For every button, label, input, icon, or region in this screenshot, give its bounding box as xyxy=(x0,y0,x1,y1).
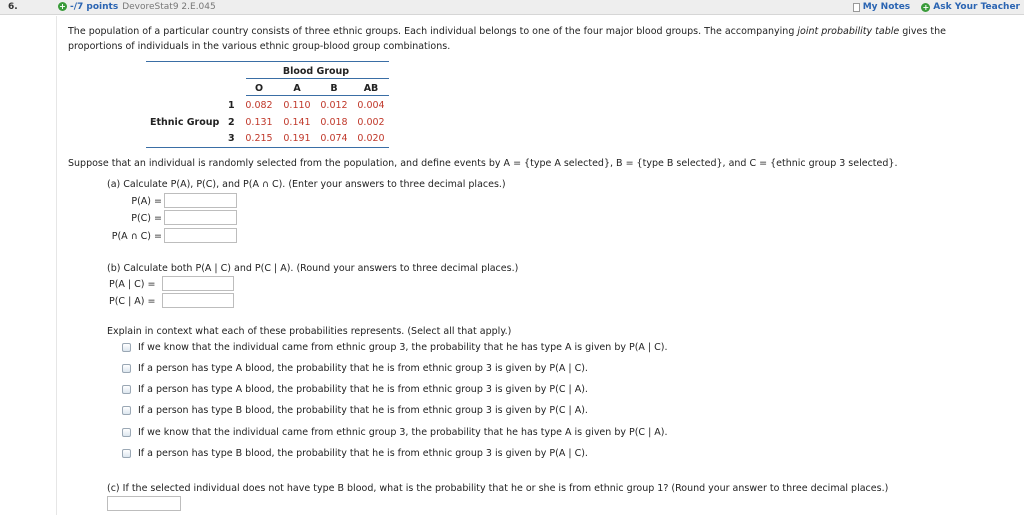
option-label[interactable]: If a person has type B blood, the probability that he is from ethnic group 3 is given by P(C | A). xyxy=(138,405,588,416)
column-header-rule xyxy=(246,95,389,96)
table-cell: 0.004 xyxy=(357,100,385,111)
intro-part1: The population of a particular country consists of three ethnic groups. Each individual belongs to one of the four major blood groups. The accompanying xyxy=(68,26,798,37)
column-header: B xyxy=(330,83,338,94)
pa-given-c-input[interactable] xyxy=(162,276,234,291)
row-label: 2 xyxy=(228,117,235,128)
expand-plus-icon[interactable]: + xyxy=(59,2,66,11)
table-cell: 0.110 xyxy=(283,100,311,111)
pc-given-a-input[interactable] xyxy=(162,293,234,308)
pc-input[interactable] xyxy=(164,210,237,225)
ask-teacher-link[interactable]: Ask Your Teacher xyxy=(933,2,1020,12)
pa-and-c-label: P(A ∩ C) = xyxy=(111,231,162,242)
left-divider xyxy=(56,16,57,515)
events-definition: Suppose that an individual is randomly selected from the population, and define events by A = {type A selected}, B = {type B selected}, and C = {ethnic group 3 selected}. xyxy=(68,158,898,169)
intro-text xyxy=(68,24,988,54)
option-label[interactable]: If we know that the individual came from ethnic group 3, the probability that he has type A is given by P(C | A). xyxy=(138,427,668,438)
table-cell: 0.191 xyxy=(283,133,311,144)
table-cell: 0.012 xyxy=(320,100,348,111)
pa-given-c-label: P(A | C) = xyxy=(109,279,156,290)
column-group-rule xyxy=(246,78,389,79)
part-c-input[interactable] xyxy=(107,496,181,511)
option-label[interactable]: If a person has type A blood, the probability that he is from ethnic group 3 is given by P(C | A). xyxy=(138,384,588,395)
table-bottom-rule xyxy=(146,147,389,148)
option-checkbox[interactable] xyxy=(122,428,131,437)
option-checkbox[interactable] xyxy=(122,343,131,352)
option-checkbox[interactable] xyxy=(122,406,131,415)
ask-teacher-plus-icon[interactable]: + xyxy=(922,2,930,12)
table-cell: 0.131 xyxy=(245,117,273,128)
intro-emphasis: joint probability table xyxy=(797,26,900,37)
column-group-header: Blood Group xyxy=(282,66,350,77)
pc-label: P(C) = xyxy=(131,213,162,224)
question-number: 6. xyxy=(8,2,18,12)
my-notes-link[interactable]: My Notes xyxy=(862,2,911,12)
column-header: AB xyxy=(363,83,379,94)
column-header: A xyxy=(293,83,301,94)
table-cell: 0.082 xyxy=(245,100,273,111)
pa-and-c-input[interactable] xyxy=(164,228,237,243)
pa-input[interactable] xyxy=(164,193,237,208)
pa-label: P(A) = xyxy=(131,196,162,207)
column-header: O xyxy=(254,83,264,94)
option-label[interactable]: If we know that the individual came from ethnic group 3, the probability that he has type A is given by P(A | C). xyxy=(138,342,668,353)
part-a-prompt: (a) Calculate P(A), P(C), and P(A ∩ C). (Enter your answers to three decimal places.) xyxy=(107,179,506,190)
row-group-header: Ethnic Group xyxy=(150,117,220,128)
option-label[interactable]: If a person has type A blood, the probability that he is from ethnic group 3 is given by P(A | C). xyxy=(138,363,588,374)
intro-part2: gives the proportions of individuals in the various ethnic group-blood group combinations. xyxy=(68,26,946,52)
option-checkbox[interactable] xyxy=(122,449,131,458)
table-cell: 0.002 xyxy=(357,117,385,128)
table-cell: 0.215 xyxy=(245,133,273,144)
table-top-rule xyxy=(146,61,389,62)
points-label: -/7 points xyxy=(70,2,119,12)
pc-given-a-label: P(C | A) = xyxy=(109,296,156,307)
table-cell: 0.020 xyxy=(357,133,385,144)
part-c-prompt: (c) If the selected individual does not have type B blood, what is the probability that he or she is from ethnic group 1? (Round your answer to three decimal places.) xyxy=(107,483,889,494)
problem-source: DevoreStat9 2.E.045 xyxy=(122,2,216,12)
table-cell: 0.141 xyxy=(283,117,311,128)
row-label: 1 xyxy=(228,100,235,111)
part-b-prompt: (b) Calculate both P(A | C) and P(C | A). (Round your answers to three decimal places.) xyxy=(107,263,519,274)
option-checkbox[interactable] xyxy=(122,364,131,373)
option-label[interactable]: If a person has type B blood, the probability that he is from ethnic group 3 is given by P(A | C). xyxy=(138,448,588,459)
row-label: 3 xyxy=(228,133,235,144)
option-checkbox[interactable] xyxy=(122,385,131,394)
explain-prompt: Explain in context what each of these probabilities represents. (Select all that apply.) xyxy=(107,326,512,337)
table-cell: 0.018 xyxy=(320,117,348,128)
table-cell: 0.074 xyxy=(320,133,348,144)
